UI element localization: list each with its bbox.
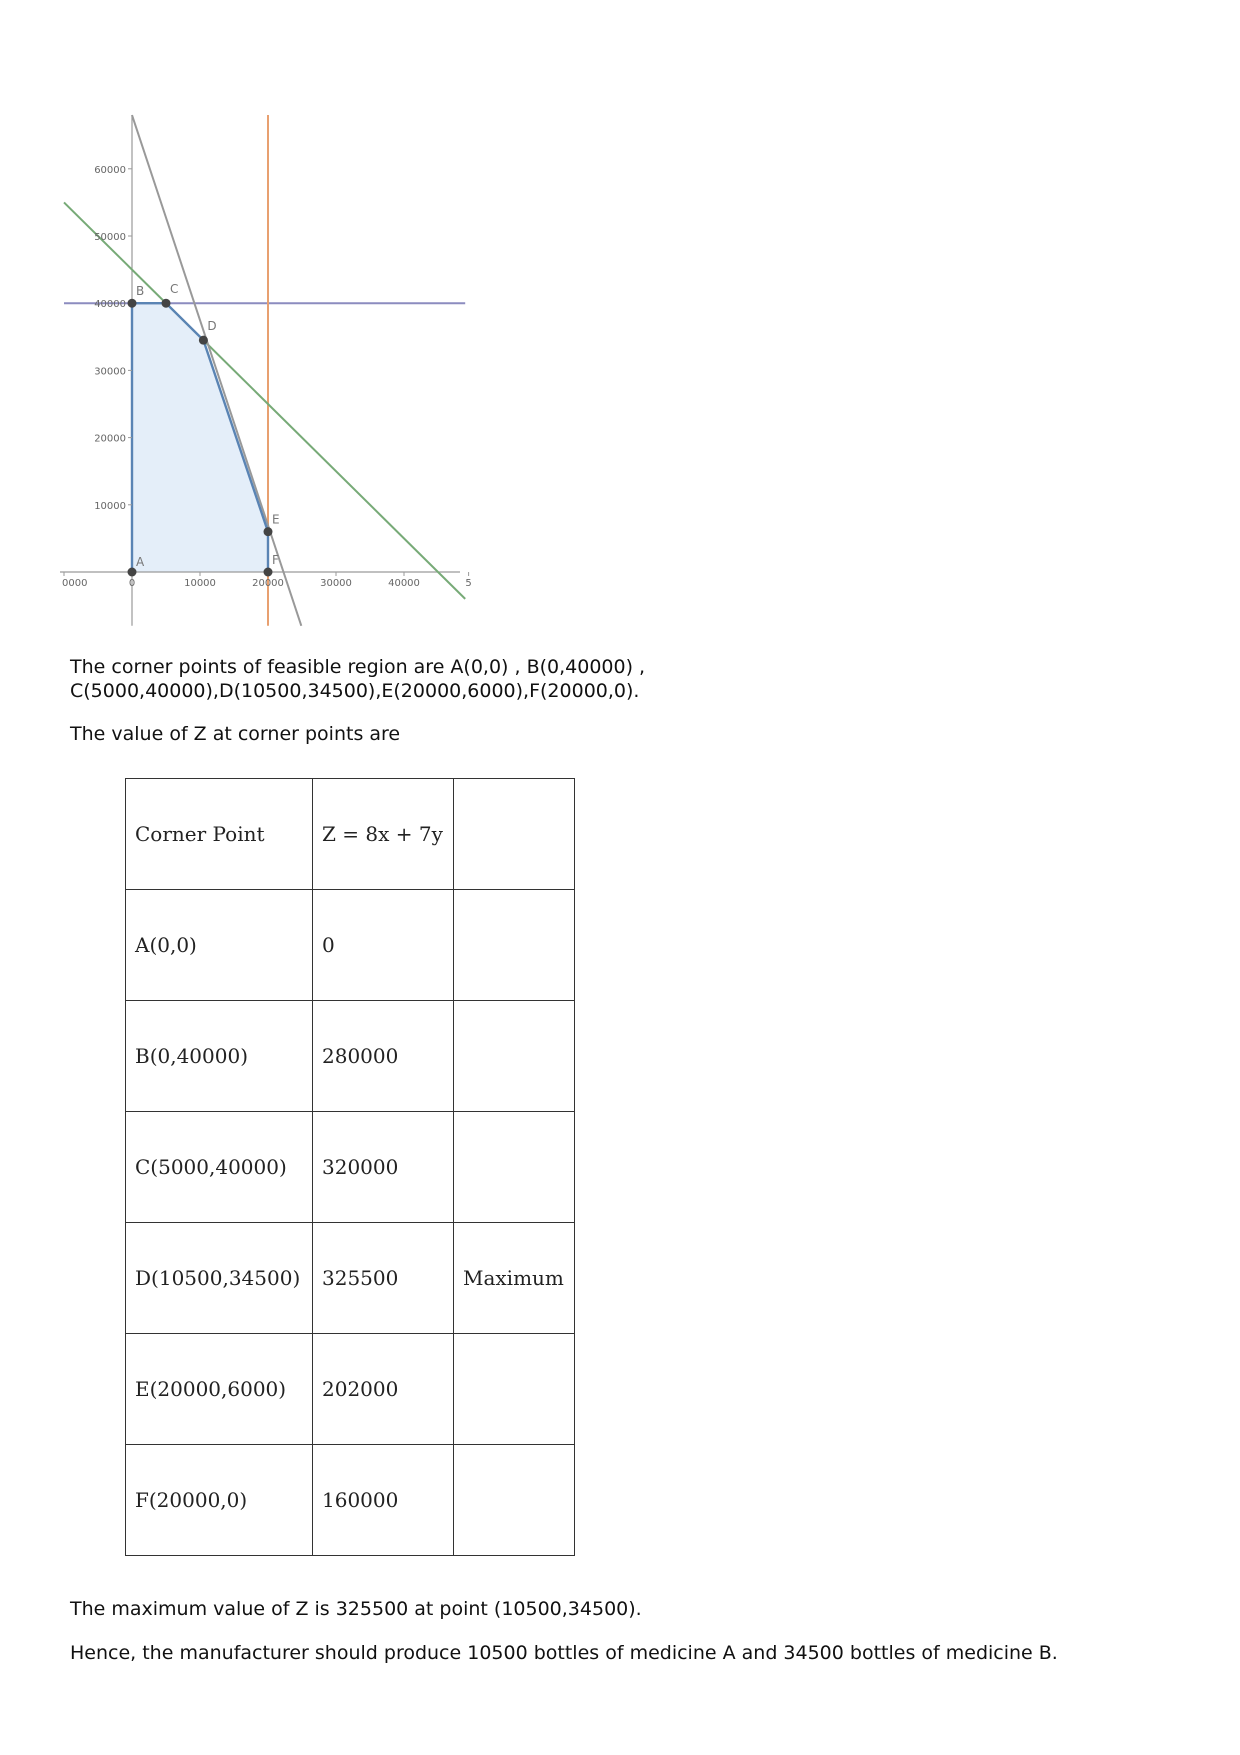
y-tick-label: 50000 xyxy=(94,232,126,243)
table-cell: A(0,0) xyxy=(126,890,313,1001)
table-header-cell: Corner Point xyxy=(126,779,313,890)
y-tick-label: 30000 xyxy=(94,366,126,378)
table-header-cell: Z = 8x + 7y xyxy=(313,779,454,890)
table-cell xyxy=(454,1001,575,1112)
corner-point-f xyxy=(264,568,273,577)
table-cell: 0 xyxy=(313,890,454,1001)
table-cell: 320000 xyxy=(313,1112,454,1223)
table-cell: F(20000,0) xyxy=(126,1445,313,1556)
table-row xyxy=(126,890,575,1001)
point-label-e: E xyxy=(272,512,280,527)
table-cell: E(20000,6000) xyxy=(126,1334,313,1445)
table-cell xyxy=(454,1334,575,1445)
x-tick-label: 10000 xyxy=(184,578,216,589)
x-tick-label: 0 xyxy=(128,578,136,589)
point-label-d: D xyxy=(207,319,217,334)
corner-point-d xyxy=(199,336,208,345)
max-statement-text: The maximum value of Z is 325500 at point (10500,34500). xyxy=(70,1598,642,1620)
x-tick-label: 30000 xyxy=(320,578,352,589)
table-row xyxy=(126,1223,575,1334)
corner-point-b xyxy=(128,299,137,308)
point-label-f: F xyxy=(272,553,279,567)
table-cell xyxy=(454,890,575,1001)
table-header-cell xyxy=(454,779,575,890)
table-cell: 160000 xyxy=(313,1445,454,1556)
table-row xyxy=(126,1001,575,1112)
y-tick-label: 10000 xyxy=(94,500,126,512)
table-cell: 280000 xyxy=(313,1001,454,1112)
table-row xyxy=(126,1445,575,1556)
table-cell: C(5000,40000) xyxy=(126,1112,313,1223)
x-tick-label: 20000 xyxy=(252,578,284,589)
conclusion-text: Hence, the manufacturer should produce 10500 bottles of medicine A and 34500 bottles of medicine B. xyxy=(70,1642,1058,1664)
y-tick-label: 40000 xyxy=(94,299,126,311)
table-cell: B(0,40000) xyxy=(126,1001,313,1112)
point-label-c: C xyxy=(170,282,179,297)
table-cell: 202000 xyxy=(313,1334,454,1445)
y-tick-label: 20000 xyxy=(94,433,126,445)
table-cell: Maximum xyxy=(454,1223,575,1334)
table-cell: D(10500,34500) xyxy=(126,1223,313,1334)
corner-points-text: The corner points of feasible region are A(0,0) , B(0,40000) , C(5000,40000),D(10500,34500),E(20000,6000),F(20000,0). xyxy=(70,656,646,702)
table-header-row xyxy=(126,779,575,890)
x-tick-label: 5 xyxy=(465,578,472,589)
point-label-b: B xyxy=(136,284,145,299)
table-row xyxy=(126,1334,575,1445)
value-intro-text: The value of Z at corner points are xyxy=(70,723,401,745)
table-cell xyxy=(454,1112,575,1223)
x-tick-label: 40000 xyxy=(388,578,420,589)
x-tick-label: 0000 xyxy=(62,578,88,589)
corner-point-e xyxy=(264,527,273,536)
corner-point-c xyxy=(162,299,171,308)
feasible-region-graph xyxy=(60,50,520,640)
y-tick-label: 60000 xyxy=(94,164,126,176)
table-cell: 325500 xyxy=(313,1223,454,1334)
corner-values-table xyxy=(125,778,575,1556)
feasible-region xyxy=(132,303,268,572)
point-label-a: A xyxy=(136,555,145,569)
table-cell xyxy=(454,1445,575,1556)
table-row xyxy=(126,1112,575,1223)
